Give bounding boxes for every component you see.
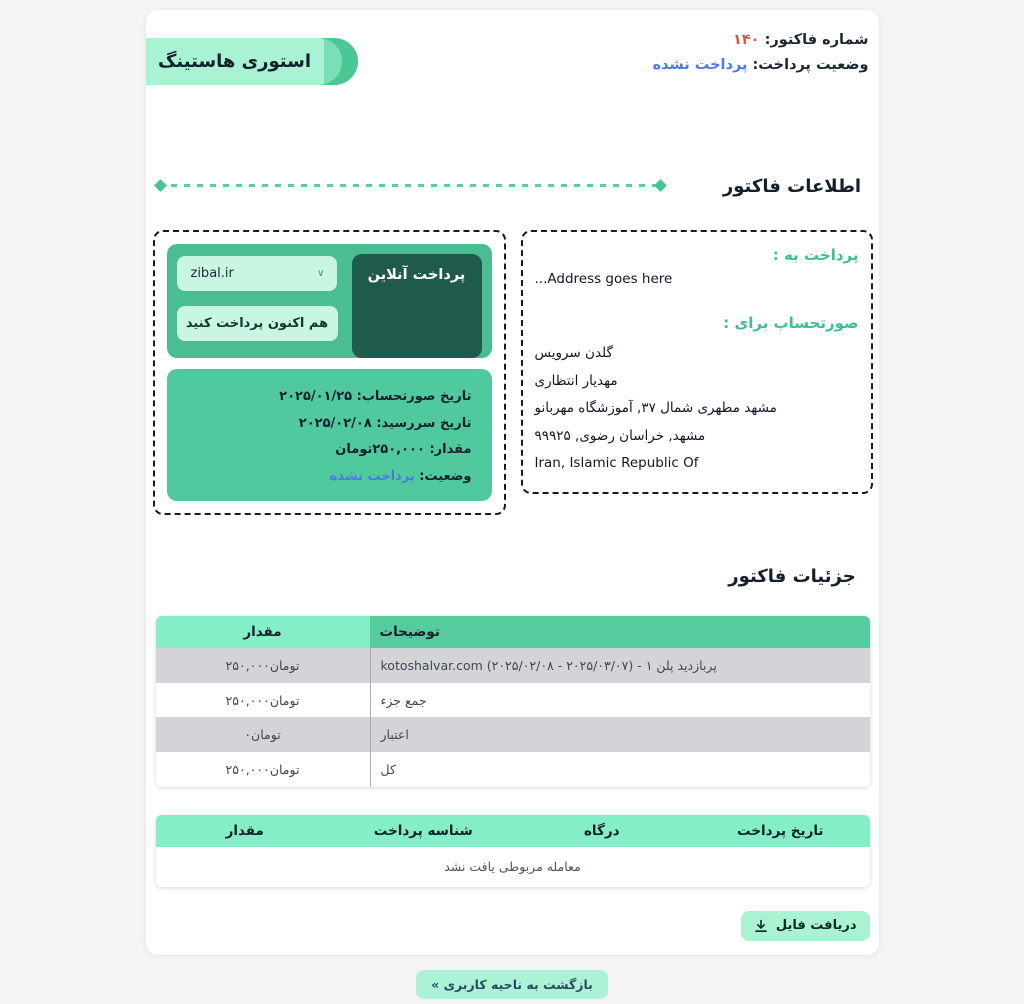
items-table-header (156, 616, 870, 648)
billing-box (521, 230, 873, 494)
online-payment-panel (167, 244, 492, 358)
amount-column-header: مقدار (156, 616, 370, 648)
billing-line: مهدیار انتظاری (534, 372, 618, 389)
amount-label: مقدار: (429, 442, 472, 457)
payment-box (153, 230, 506, 515)
back-to-client-area-button[interactable]: « بازگشت به ناحیه کاربری (416, 970, 608, 999)
company-ribbon (146, 38, 358, 85)
billing-line: مشهد, خراسان رضوی, ۹۹۹۲۵ (534, 427, 706, 444)
card-header (146, 10, 879, 85)
billing-address (535, 340, 859, 478)
column-header-amount: مقدار (225, 822, 264, 839)
payment-status-value: پرداخت نشده (652, 57, 748, 73)
amount-line (187, 437, 472, 464)
payment-status-label: وضعیت پرداخت: (752, 57, 869, 73)
back-row (0, 970, 1024, 1002)
due-date-label: تاریخ سررسید: (376, 415, 472, 431)
company-name: استوری هاستینگ (157, 51, 312, 72)
payment-status-line (653, 53, 869, 78)
dotted-separator (158, 184, 663, 187)
row-amount: ۰تومان (244, 727, 281, 743)
row-description-fa: اعتبار (380, 727, 409, 743)
invoice-date-label: تاریخ صورتحساب: (356, 389, 472, 404)
gateway-selected-value: zibal.ir (190, 266, 234, 281)
row-description-domain: kotoshalvar.com (۲۰۲۵/۰۲/۰۸ - ۲۰۲۵/۰۳/۰۷) (380, 657, 634, 673)
table-row (156, 717, 870, 752)
due-date-line (187, 411, 472, 438)
billing-line: Iran, Islamic Republic Of (534, 455, 699, 471)
billing-line: مشهد مطهری شمال ۳۷, آموزشگاه مهربانو (534, 400, 777, 416)
invoice-card (146, 10, 879, 955)
pay-to-title: پرداخت به : (772, 246, 859, 264)
column-header-gateway: درگاه (583, 822, 620, 839)
invoice-items-table (156, 616, 870, 787)
online-payment-title: پرداخت آنلاین (367, 267, 466, 283)
row-description-fa: جمع جزء (380, 692, 427, 708)
column-header-payment-id: شناسه پرداخت (373, 822, 473, 839)
status-label: وضعیت: (419, 468, 472, 484)
invoice-meta (653, 10, 879, 78)
pay-now-button[interactable]: هم اکنون پرداخت کنید (177, 306, 338, 341)
section-title: جزئیات فاکتور (728, 565, 856, 587)
invoice-date-line (187, 384, 472, 411)
transactions-table (156, 815, 870, 887)
download-file-label: دریافت فایل (775, 918, 857, 934)
amount-value: ۲۵۰,۰۰۰تومان (335, 442, 425, 457)
download-file-button[interactable] (741, 911, 870, 941)
status-value: پرداخت نشده (329, 468, 415, 484)
table-row (156, 752, 870, 787)
section-ribbon (673, 553, 879, 599)
download-row (146, 887, 879, 941)
row-amount: ۲۵۰,۰۰۰تومان (225, 761, 300, 777)
invoice-info-section-header (146, 163, 879, 209)
status-line (187, 464, 472, 491)
info-boxes-row (146, 230, 879, 515)
row-description-fa: کل (380, 761, 396, 777)
section-ribbon (673, 163, 879, 209)
invoice-number-value: ۱۴۰ (732, 32, 760, 48)
row-amount: ۲۵۰,۰۰۰تومان (225, 657, 300, 673)
invoiced-to-title: صورتحساب برای : (723, 314, 859, 332)
invoice-number-line (653, 28, 869, 53)
row-amount: ۲۵۰,۰۰۰تومان (225, 692, 300, 708)
items-table-body (156, 648, 870, 787)
pay-to-address: Address goes here... (534, 271, 673, 287)
description-column-header: توضیحات (370, 616, 870, 648)
invoice-details-section-header (146, 553, 879, 599)
chevron-down-icon: ∨ (317, 268, 325, 279)
row-description-fa: پربازدید پلن ۱ - (637, 657, 717, 673)
invoice-date-value: ۲۰۲۵/۰۱/۲۵ (279, 389, 353, 404)
diamond-icon (154, 179, 167, 192)
invoice-dates-box (167, 369, 492, 501)
table-row (156, 648, 870, 683)
due-date-value: ۲۰۲۵/۰۲/۰۸ (298, 415, 372, 431)
row-description (370, 648, 870, 683)
download-icon (754, 919, 768, 933)
billing-line: گلدن سرویس (534, 345, 613, 361)
column-header-payment-date: تاریخ پرداخت (737, 822, 824, 839)
table-row (156, 683, 870, 718)
gateway-select[interactable] (177, 256, 337, 291)
diamond-icon (654, 179, 667, 192)
section-title: اطلاعات فاکتور (722, 175, 862, 197)
transactions-table-header (156, 815, 870, 847)
no-transactions-message: معامله مربوطی یافت نشد (156, 847, 870, 887)
online-payment-badge (352, 254, 482, 358)
invoice-number-label: شماره فاکتور: (764, 32, 869, 48)
